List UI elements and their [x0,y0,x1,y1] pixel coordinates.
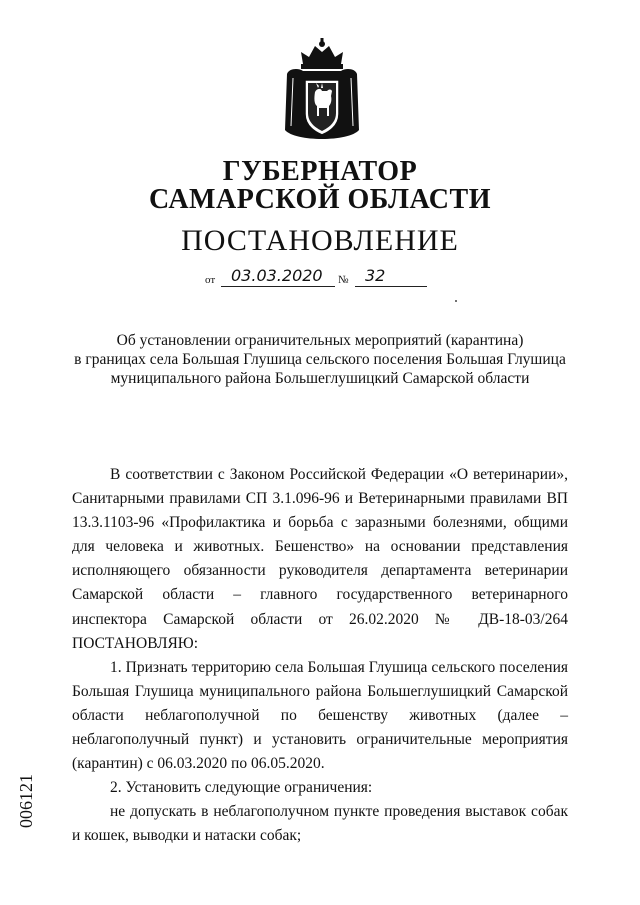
authority-title-line1: ГУБЕРНАТОР [222,156,418,187]
document-body [72,463,568,849]
coat-of-arms-emblem [279,38,365,148]
number-underline [355,286,427,287]
subject-line-3: муниципального района Большеглушицкий Самарской области [110,370,530,387]
body-paragraph-item-2: 2. Установить следующие ограничения: [110,779,373,797]
date-number-line [205,266,435,292]
number-label: № [338,274,349,286]
number-value: 32 [365,266,386,285]
side-serial-number: 006121 [16,774,36,828]
authority-title-line2: САМАРСКОЙ ОБЛАСТИ [149,184,491,215]
date-label: от [205,274,216,286]
document-subject [70,331,570,388]
subject-line-2: в границах села Большая Глушица сельского поселения Большая Глушица [74,351,566,368]
scan-speck [455,300,457,302]
body-paragraph-item-1: 1. Признать территорию села Большая Глушица сельского поселения Большая Глушица муниципального района Большеглушицкий Самарской области неблагополучной по бешенству животных (далее – неблагополучный пункт) и установить ограничительные мероприятия (карантин) с 06.03.2020 по 06.05.2020. [72,658,568,773]
document-type-title: ПОСТАНОВЛЕНИЕ [181,224,459,257]
date-value: 03.03.2020 [231,266,323,285]
date-underline [221,286,335,287]
body-paragraph-preamble: В соответствии с Законом Российской Федерации «О ветеринарии», Санитарными правилами СП 3.1.096-96 и Ветеринарными правилами ВП 13.3.1103-96 «Профилактика и борьба с заразными болезнями, общими для человека и животных. Бешенство» на основании представления исполняющего обязанности руководителя департамента ветеринарии Самарской области – главного государственного ветеринарного инспектора Самарской области от 26.02.2020 № ДВ-18-03/264 ПОСТАНОВЛЯЮ: [72,466,568,652]
subject-line-1: Об установлении ограничительных мероприятий (карантина) [116,332,524,349]
body-paragraph-restriction: не допускать в неблагополучном пункте проведения выставок собак и кошек, выводки и натаски собак; [72,803,568,845]
